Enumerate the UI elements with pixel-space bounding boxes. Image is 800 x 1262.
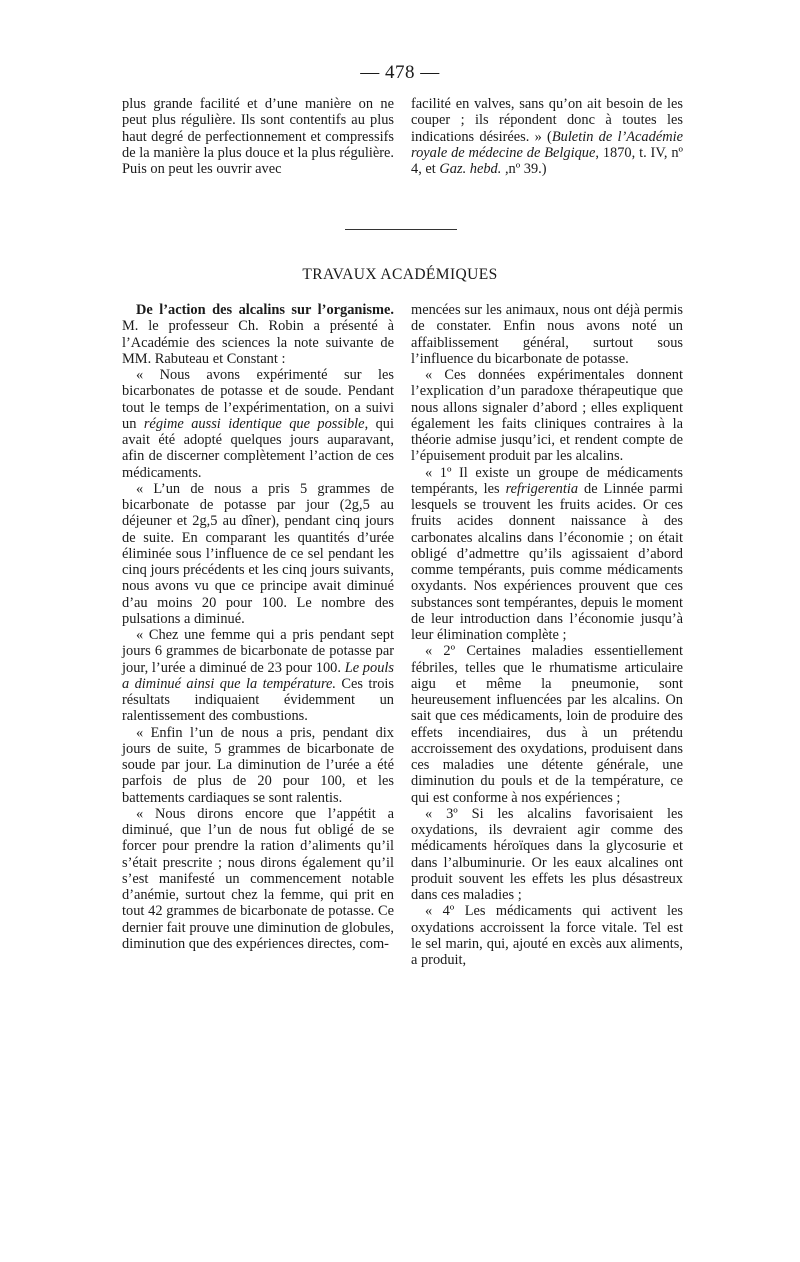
paragraph-9: « 2º Certaines maladies essentiellement fébriles, telles que le rhumatisme articulaire aigu et même la pneumonie, sont heureusement influencées par les alcalins. On sait que ces médicaments, loin de produire des effets incendiaires, dus à un prétendu accroissement des oxydations, produisent dans ces maladies une détente générale, une diminution du pouls et de la température, ce qui est conforme à nos expériences ; (411, 643, 683, 806)
paragraph-2: « L’un de nous a pris 5 grammes de bicarbonate de potasse par jour (2g,5 au déjeuner et 2g,5 au dîner), pendant cinq jours de suite. En comparant les quantités d’urée éliminée sous l’influence de ce sel pendant les cinq jours précédents et les cinq jours suivants, nous avons vu que ce principe avait diminué d’au moins 20 pour 100. Le nombre des pulsations a diminué. (122, 480, 394, 627)
paragraph-11: « 4º Les médicaments qui activent les oxydations accroissent la force vitale. Tel est le sel marin, qui, ajouté en excès aux aliments, a produit, (411, 903, 683, 968)
article-intro-text: M. le professeur Ch. Robin a présenté à l’Académie des sciences la note suivante de MM. Rabuteau et Constant : (122, 318, 394, 367)
section-heading: TRAVAUX ACADÉMIQUES (302, 266, 498, 283)
paragraph-8-text-b: de Linnée parmi lesquels se trouvent les fruits acides. Or ces fruits acides donnent naissance à des carbonates alcalins dans l’économie ; on était obligé d’admettre qu’ils agissaient d’abord comme tempérants, puis comme médicaments oxydants. Nos expériences prouvent que ces substances sont tempérantes, depuis le moment de leur introduction dans l’économie jusqu’à leur élimination complète ; (411, 480, 683, 643)
paragraph-3-text-a: « Chez une femme qui a pris pendant sept jours 6 grammes de bicarbonate de potasse par jour, l’urée a diminué de 23 pour 100. (122, 627, 394, 676)
citation-details: , 1870, t. IV, nº 4, et (411, 144, 683, 177)
citation-open: ( (547, 128, 552, 145)
paragraph-8-text-a: « 1º Il existe un groupe de médicaments tempérants, les (411, 464, 683, 497)
paragraph-10: « 3º Si les alcalins favorisaient les oxydations, ils devraient agir comme des médicaments héroïques dans la glycosurie et dans l’albuminurie. Or les eaux alcalines ont produit souvent les effets les plus désastreux dans ces maladies ; (411, 805, 683, 903)
continued-text-left (122, 96, 394, 177)
citation-close: ,nº 39.) (501, 161, 547, 177)
paragraph-8-emphasis: refrigerentia (505, 480, 579, 497)
continued-paragraph-left: plus grande facilité et d’une manière on ne peut plus régulière. Ils sont contentifs au plus haut degré de perfectionnement et compressifs de la manière la plus douce et la plus régulière. Puis on peut les ouvrir avec (122, 96, 394, 177)
paragraph-1 (122, 367, 394, 481)
paragraph-3 (122, 627, 394, 725)
paragraph-7: « Ces données expérimentales donnent l’explication d’un paradoxe thérapeutique que nous allons signaler d’abord ; elles expliquent également les faits cliniques contraires à la théorie admise jusqu’ici, et rendent compte de l’épuisement produit par les alcalins. (411, 367, 683, 465)
continued-text-right (411, 96, 683, 177)
paragraph-1-emphasis: régime aussi identique que possible (143, 415, 365, 432)
paragraph-1-text-b: , qui avait été adopté quelques jours auparavant, afin de discerner complètement l’action de ces médicaments. (122, 415, 394, 481)
continued-paragraph-right (411, 96, 683, 177)
article-title: De l’action des alcalins sur l’organisme. (136, 302, 394, 318)
citation-gazette: Gaz. hebd. (439, 161, 502, 177)
continued-text: facilité en valves, sans qu’on ait besoin de les couper ; ils répondent donc à toutes les indications désirées. » (411, 96, 683, 145)
article-column-left (122, 302, 394, 952)
paragraph-8 (411, 465, 683, 644)
paragraph-3-emphasis: Le pouls a diminué ainsi que la température. (122, 659, 394, 692)
citation-journal: Buletin de l’Académie royale de médecine de Belgique (411, 128, 683, 161)
article-column-right (411, 302, 683, 968)
article-intro (122, 302, 394, 367)
section-divider (345, 229, 457, 230)
paragraph-3-text-b: Ces trois résultats indiquaient évidemment un ralentissement des combustions. (122, 675, 394, 725)
paragraph-6: mencées sur les animaux, nous ont déjà permis de constater. Enfin nous avons noté un affaiblissement général, surtout sous l’influence du bicarbonate de potasse. (411, 302, 683, 367)
paragraph-5: « Nous dirons encore que l’appétit a diminué, que l’un de nous fut obligé de se forcer pour prendre la ration d’aliments qu’il s’était prescrite ; nous dirons également qu’il s’est manifesté un commencement notable d’anémie, surtout chez la femme, qui prit en tout 42 grammes de bicarbonate de potasse. Ce dernier fait prouve une diminution de globules, diminution que des expériences directes, com- (122, 805, 394, 952)
page-number: — 478 — (360, 62, 440, 83)
paragraph-4: « Enfin l’un de nous a pris, pendant dix jours de suite, 5 grammes de bicarbonate de soude par jour. La diminution de l’urée a été parfois de plus de 20 pour 100, et les battements cardiaques se sont ralentis. (122, 724, 394, 806)
paragraph-1-text-a: « Nous avons expérimenté sur les bicarbonates de potasse et de soude. Pendant tout le temps de l’expérimentation, on a suivi un (122, 367, 394, 432)
